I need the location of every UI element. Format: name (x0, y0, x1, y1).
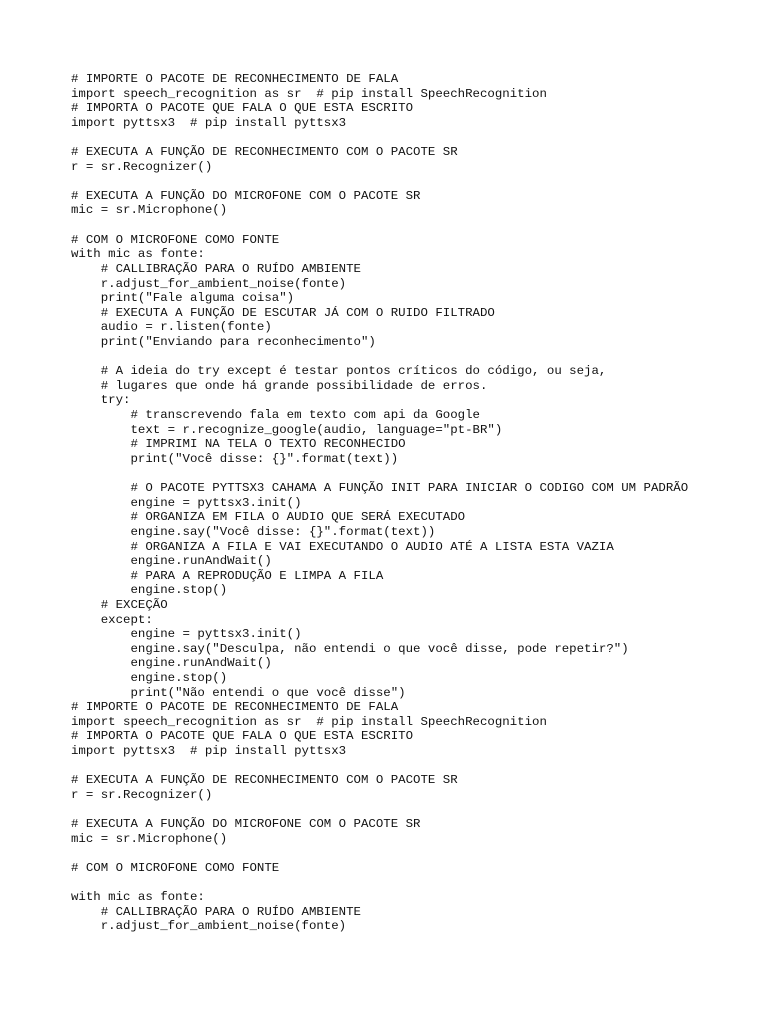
code-line: text = r.recognize_google(audio, language="pt-BR") (71, 422, 503, 437)
code-line: # CALLIBRAÇÃO PARA O RUÍDO AMBIENTE (71, 261, 361, 276)
code-line: engine.say("Você disse: {}".format(text)) (71, 524, 436, 539)
code-line: engine.runAndWait() (71, 656, 272, 671)
code-line: # COM O MICROFONE COMO FONTE (71, 232, 280, 247)
code-line: with mic as fonte: (71, 890, 205, 905)
code-line: mic = sr.Microphone() (71, 831, 228, 846)
code-line (71, 350, 688, 365)
code-line: # COM O MICROFONE COMO FONTE (71, 860, 280, 875)
code-line: # EXCEÇÃO (71, 597, 168, 612)
code-line: engine.stop() (71, 583, 228, 598)
code-line: # IMPRIMI NA TELA O TEXTO RECONHECIDO (71, 437, 406, 452)
code-line: engine = pyttsx3.init() (71, 627, 302, 642)
code-line: # IMPORTA O PACOTE QUE FALA O QUE ESTA ESCRITO (71, 729, 414, 744)
code-line: # EXECUTA A FUNÇÃO DE RECONHECIMENTO COM O PACOTE SR (71, 145, 458, 160)
code-line (71, 759, 688, 774)
code-line: mic = sr.Microphone() (71, 203, 228, 218)
code-line: # lugares que onde há grande possibilidade de erros. (71, 378, 488, 393)
code-line: print("Fale alguma coisa") (71, 291, 295, 306)
code-line: import speech_recognition as sr # pip install SpeechRecognition (71, 714, 547, 729)
code-line: # EXECUTA A FUNÇÃO DE RECONHECIMENTO COM O PACOTE SR (71, 773, 458, 788)
code-line: # IMPORTE O PACOTE DE RECONHECIMENTO DE FALA (71, 700, 399, 715)
code-line: with mic as fonte: (71, 247, 205, 262)
code-line (71, 466, 688, 481)
code-line: print("Você disse: {}".format(text)) (71, 451, 399, 466)
code-line: engine.runAndWait() (71, 554, 272, 569)
code-listing (71, 72, 688, 934)
code-line (71, 218, 688, 233)
code-line: # EXECUTA A FUNÇÃO DE ESCUTAR JÁ COM O RUIDO FILTRADO (71, 305, 495, 320)
code-line: r.adjust_for_ambient_noise(fonte) (71, 919, 347, 934)
code-line: # IMPORTA O PACOTE QUE FALA O QUE ESTA ESCRITO (71, 101, 414, 116)
code-line: # PARA A REPRODUÇÃO E LIMPA A FILA (71, 568, 384, 583)
code-line (71, 802, 688, 817)
code-line: r = sr.Recognizer() (71, 787, 213, 802)
code-line: audio = r.listen(fonte) (71, 320, 272, 335)
code-line: # EXECUTA A FUNÇÃO DO MICROFONE COM O PACOTE SR (71, 817, 421, 832)
code-line (71, 876, 688, 891)
code-line: # ORGANIZA A FILA E VAI EXECUTANDO O AUDIO ATÉ A LISTA ESTA VAZIA (71, 539, 614, 554)
code-line: # ORGANIZA EM FILA O AUDIO QUE SERÁ EXECUTADO (71, 510, 466, 525)
code-line: # transcrevendo fala em texto com api da Google (71, 408, 480, 423)
code-line: try: (71, 393, 131, 408)
code-line: import pyttsx3 # pip install pyttsx3 (71, 744, 347, 759)
code-line: print("Não entendi o que você disse") (71, 685, 406, 700)
code-line (71, 130, 688, 145)
code-line: except: (71, 612, 153, 627)
code-line: # EXECUTA A FUNÇÃO DO MICROFONE COM O PACOTE SR (71, 188, 421, 203)
code-line (71, 846, 688, 861)
code-line (71, 174, 688, 189)
code-line: # O PACOTE PYTTSX3 CAHAMA A FUNÇÃO INIT PARA INICIAR O CODIGO COM UM PADRÃO (71, 481, 689, 496)
code-line: # IMPORTE O PACOTE DE RECONHECIMENTO DE FALA (71, 72, 399, 86)
code-line: r = sr.Recognizer() (71, 159, 213, 174)
code-line: print("Enviando para reconhecimento") (71, 334, 376, 349)
code-line: engine.say("Desculpa, não entendi o que você disse, pode repetir?") (71, 641, 629, 656)
code-line: import speech_recognition as sr # pip install SpeechRecognition (71, 86, 547, 101)
code-line: engine.stop() (71, 670, 228, 685)
code-line: # CALLIBRAÇÃO PARA O RUÍDO AMBIENTE (71, 904, 361, 919)
code-line: import pyttsx3 # pip install pyttsx3 (71, 115, 347, 130)
code-line: r.adjust_for_ambient_noise(fonte) (71, 276, 347, 291)
code-line: engine = pyttsx3.init() (71, 495, 302, 510)
code-line: # A ideia do try except é testar pontos críticos do código, ou seja, (71, 364, 607, 379)
